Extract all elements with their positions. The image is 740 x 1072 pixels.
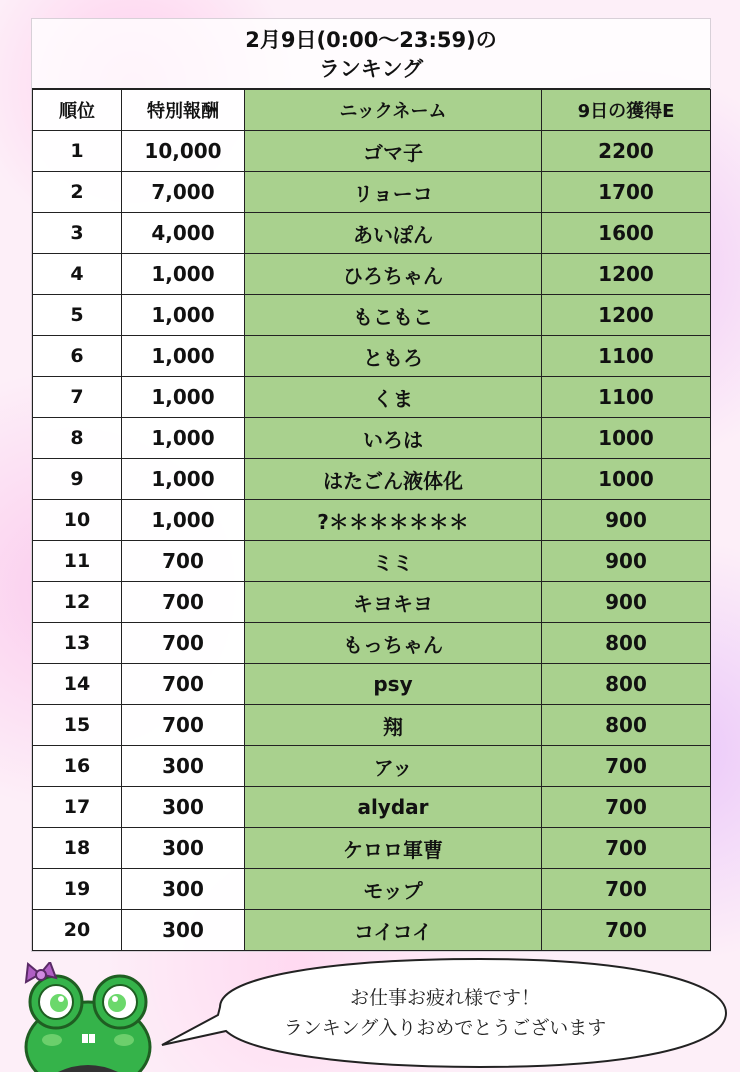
earned-cell: 1200 (542, 295, 711, 336)
rank-cell: 13 (33, 623, 122, 664)
rank-cell: 10 (33, 500, 122, 541)
nickname-cell: ともろ (245, 336, 542, 377)
rank-cell: 8 (33, 418, 122, 459)
earned-cell: 1100 (542, 377, 711, 418)
table-row (33, 131, 711, 172)
earned-cell: 700 (542, 746, 711, 787)
ranking-sheet (31, 18, 711, 952)
reward-cell: 300 (122, 746, 245, 787)
table-row (33, 705, 711, 746)
title-line1: 2月9日(0:00〜23:59)の (245, 28, 497, 52)
reward-cell: 1,000 (122, 377, 245, 418)
nickname-cell: ゴマ子 (245, 131, 542, 172)
table-header-row (33, 90, 711, 131)
table-row (33, 664, 711, 705)
table-row (33, 869, 711, 910)
ranking-table (32, 89, 711, 951)
message-line2: ランキング入りおめでとうございます (283, 1017, 607, 1039)
nickname-cell: リョーコ (245, 172, 542, 213)
earned-cell: 1000 (542, 459, 711, 500)
header-rank: 順位 (33, 90, 122, 131)
rank-cell: 12 (33, 582, 122, 623)
reward-cell: 700 (122, 582, 245, 623)
reward-cell: 1,000 (122, 295, 245, 336)
reward-cell: 4,000 (122, 213, 245, 254)
table-row (33, 295, 711, 336)
rank-cell: 3 (33, 213, 122, 254)
header-reward: 特別報酬 (122, 90, 245, 131)
earned-cell: 1200 (542, 254, 711, 295)
nickname-cell: 翔 (245, 705, 542, 746)
table-row (33, 828, 711, 869)
rank-cell: 17 (33, 787, 122, 828)
title-line2: ランキング (318, 57, 424, 81)
earned-cell: 800 (542, 664, 711, 705)
nickname-cell: アッ (245, 746, 542, 787)
nickname-cell: ひろちゃん (245, 254, 542, 295)
reward-cell: 1,000 (122, 459, 245, 500)
earned-cell: 900 (542, 500, 711, 541)
earned-cell: 900 (542, 582, 711, 623)
table-row (33, 254, 711, 295)
earned-cell: 1700 (542, 172, 711, 213)
earned-cell: 1000 (542, 418, 711, 459)
nickname-cell: psy (245, 664, 542, 705)
table-row (33, 582, 711, 623)
table-row (33, 787, 711, 828)
nickname-cell: もっちゃん (245, 623, 542, 664)
table-row (33, 500, 711, 541)
table-row (33, 459, 711, 500)
earned-cell: 800 (542, 705, 711, 746)
reward-cell: 700 (122, 541, 245, 582)
nickname-cell: あいぽん (245, 213, 542, 254)
rank-cell: 18 (33, 828, 122, 869)
rank-cell: 16 (33, 746, 122, 787)
speech-bubble-text (220, 983, 670, 1043)
reward-cell: 300 (122, 869, 245, 910)
nickname-cell: モップ (245, 869, 542, 910)
reward-cell: 1,000 (122, 418, 245, 459)
reward-cell: 700 (122, 705, 245, 746)
rank-cell: 6 (33, 336, 122, 377)
nickname-cell: ケロロ軍曹 (245, 828, 542, 869)
nickname-cell: ?＊＊＊＊＊＊＊ (245, 500, 542, 541)
reward-cell: 700 (122, 664, 245, 705)
rank-cell: 4 (33, 254, 122, 295)
header-nickname: ニックネーム (245, 90, 542, 131)
earned-cell: 700 (542, 910, 711, 951)
rank-cell: 14 (33, 664, 122, 705)
nickname-cell: キヨキヨ (245, 582, 542, 623)
rank-cell: 2 (33, 172, 122, 213)
reward-cell: 1,000 (122, 336, 245, 377)
message-line1: お仕事お疲れ様です！ (349, 987, 540, 1009)
reward-cell: 1,000 (122, 254, 245, 295)
rank-cell: 1 (33, 131, 122, 172)
nickname-cell: くま (245, 377, 542, 418)
ranking-rows (33, 131, 711, 951)
nickname-cell: いろは (245, 418, 542, 459)
reward-cell: 300 (122, 910, 245, 951)
table-row (33, 418, 711, 459)
table-row (33, 910, 711, 951)
reward-cell: 700 (122, 623, 245, 664)
rank-cell: 20 (33, 910, 122, 951)
earned-cell: 800 (542, 623, 711, 664)
rank-cell: 11 (33, 541, 122, 582)
nickname-cell: alydar (245, 787, 542, 828)
reward-cell: 300 (122, 828, 245, 869)
table-row (33, 336, 711, 377)
nickname-cell: ミミ (245, 541, 542, 582)
nickname-cell: はたごん液体化 (245, 459, 542, 500)
rank-cell: 9 (33, 459, 122, 500)
earned-cell: 900 (542, 541, 711, 582)
rank-cell: 15 (33, 705, 122, 746)
ranking-title (32, 19, 710, 89)
nickname-cell: コイコイ (245, 910, 542, 951)
frog-mascot-icon (18, 962, 158, 1072)
table-row (33, 623, 711, 664)
earned-cell: 700 (542, 869, 711, 910)
earned-cell: 1600 (542, 213, 711, 254)
table-row (33, 541, 711, 582)
reward-cell: 7,000 (122, 172, 245, 213)
header-earned: 9日の獲得E (542, 90, 711, 131)
earned-cell: 2200 (542, 131, 711, 172)
earned-cell: 700 (542, 787, 711, 828)
table-row (33, 172, 711, 213)
earned-cell: 700 (542, 828, 711, 869)
rank-cell: 7 (33, 377, 122, 418)
table-row (33, 213, 711, 254)
table-row (33, 746, 711, 787)
reward-cell: 1,000 (122, 500, 245, 541)
reward-cell: 300 (122, 787, 245, 828)
rank-cell: 5 (33, 295, 122, 336)
reward-cell: 10,000 (122, 131, 245, 172)
nickname-cell: もこもこ (245, 295, 542, 336)
table-row (33, 377, 711, 418)
earned-cell: 1100 (542, 336, 711, 377)
rank-cell: 19 (33, 869, 122, 910)
